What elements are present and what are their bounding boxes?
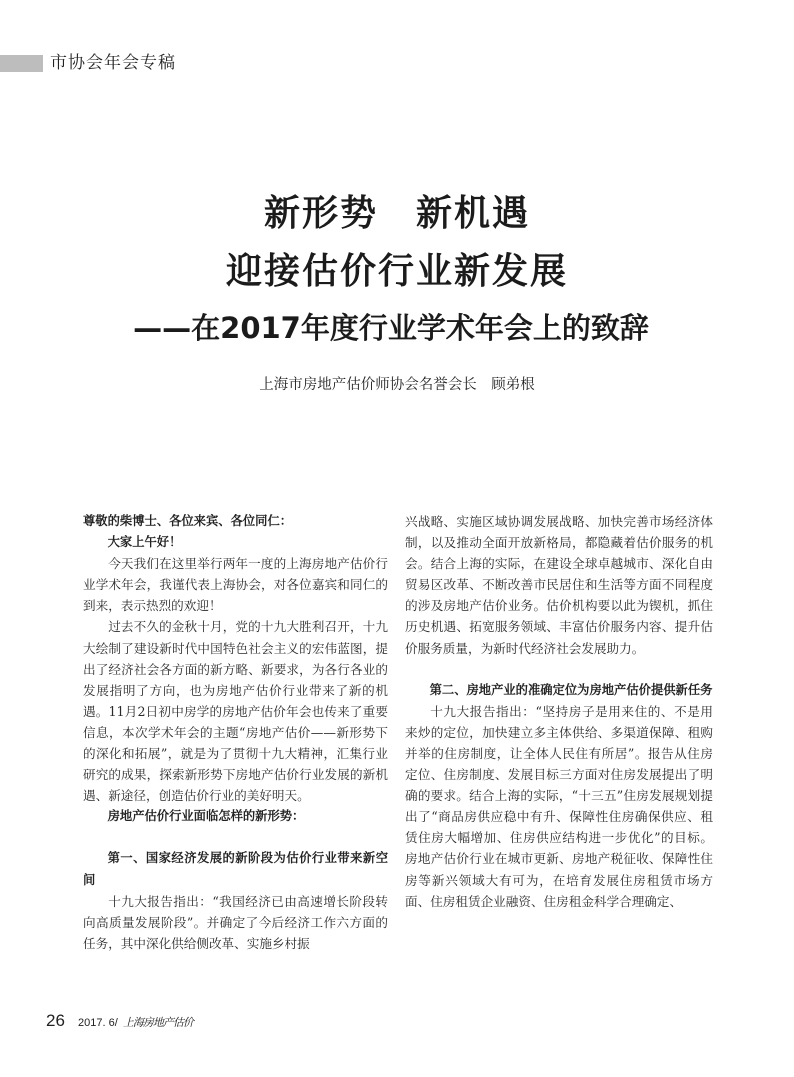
- spacer: [83, 827, 388, 848]
- title-line-1: 新形势 新机遇: [263, 193, 530, 234]
- title-line-2: 迎接估价行业新发展: [225, 251, 568, 292]
- salutation: 尊敬的柴博士、各位来宾、各位同仁：: [83, 514, 293, 528]
- section-1-text: 十九大报告指出：“我国经济已由高速增长阶段转向高质量发展阶段”。并确定了今后经济工作六方面的任务，其中深化供给侧改革、实施乡村振: [83, 893, 388, 951]
- journal-logo: 上海房地产估价: [122, 1016, 193, 1029]
- section-1-paragraph: [83, 891, 388, 954]
- spacer: [405, 659, 713, 680]
- section-header-label: 市协会年会专稿: [50, 53, 176, 73]
- section-1-continued: [405, 511, 713, 659]
- section-heading-1: 第一、国家经济发展的新阶段为估价行业带来新空间: [83, 851, 388, 887]
- article-column-left: [83, 511, 388, 954]
- greeting: 大家上午好！: [107, 535, 182, 550]
- title-subtitle: ——在2017年度行业学术年会上的致辞: [133, 311, 649, 345]
- section-header-bar: [0, 55, 43, 72]
- section-2-paragraph: 十九大报告指出：“坚持房子是用来住的、不是用来炒的定位，加快建立多主体供给、多渠道保障、租购并举的住房制度，让全体人民住有所居”。报告从住房定位、住房制度、发展目标三方面对住房发展提出了明确的要求。结合上海的实际，“十三五”住房发展规划提出了“商品房供应稳中有升、保障性住房确保供应、租赁住房大幅增加、住房供应结构进一步优化”的目标。房地产估价行业在城市更新、房地产税征收、保障性住房等新兴领域大有可为，在培育发展住房租赁市场方面、住房租赁企业融资、住房租金科学合理确定、: [405, 703, 713, 909]
- page-footer: [46, 1011, 193, 1033]
- page-number: 26: [46, 1011, 65, 1030]
- paragraph-nineteenth-congress: 过去不久的金秋十月，党的十九大胜利召开，十九大绘制了建设新时代中国特色社会主义的宏伟蓝图，提出了经济社会各方面的新方略、新要求，为各行各业的发展指明了方向，也为房地产估价行业带来了新的机遇。11月2日初中房学的房地产估价年会也传来了重要信息，本次学术年会的主题“房地产估价——新形势下的深化和拓展”，就是为了贯彻十九大精神，汇集行业研究的成果，探索新形势下房地产估价行业发展的新机遇、新途径，创造估价行业的美好明天。: [83, 619, 388, 804]
- issue-label: 2017. 6/: [78, 1017, 118, 1029]
- section-1-text-continued: 兴战略、实施区域协调发展战略、加快完善市场经济体制，以及推动全面开放新格局，都隐藏着估价服务的机会。结合上海的实际，在建设全球卓越城市、深化自由贸易区改革、不断改善市民居住和生活等方面不同程度的涉及房地产估价业务。估价机构要以此为锲机，抓住历史机遇、拓宽服务领域、丰富估价服务内容、提升估价服务质量，为新时代经济社会发展助力。: [405, 514, 713, 656]
- section-heading-2: 第二、房地产业的准确定位为房地产估价提供新任务: [429, 682, 713, 697]
- paragraph-welcome: 今天我们在这里举行两年一度的上海房地产估价行业学术年会，我谨代表上海协会，对各位嘉宾和同仁的到来，表示热烈的欢迎！: [83, 556, 388, 614]
- article-column-right: [405, 511, 713, 912]
- author-byline: 上海市房地产估价师协会名誉会长 顾弟根: [259, 377, 535, 393]
- question-heading: 房地产估价行业面临怎样的新形势：: [107, 809, 305, 824]
